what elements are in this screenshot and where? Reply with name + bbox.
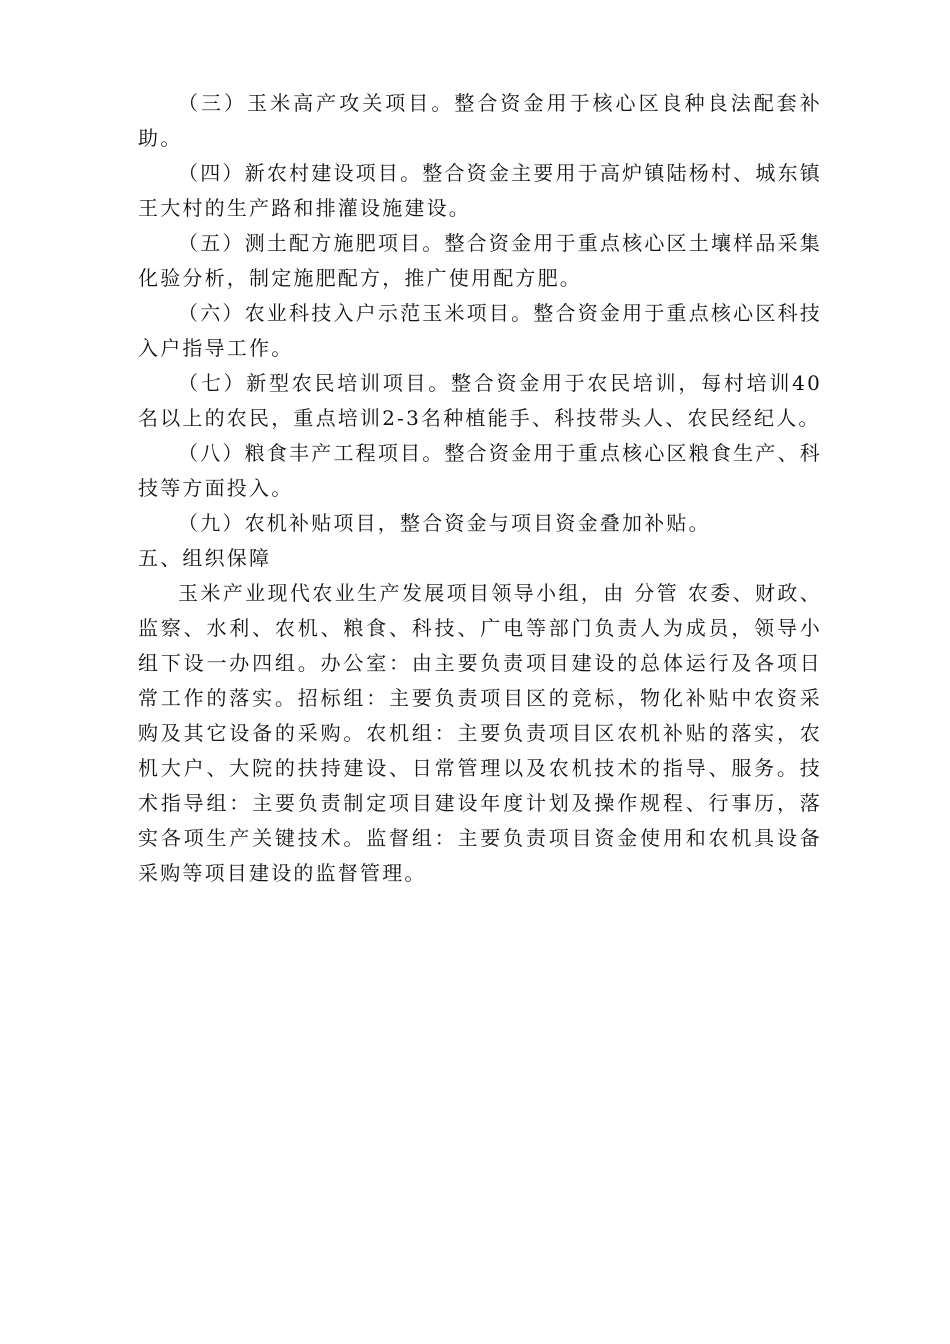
paragraph-tech-household-project: （六）农业科技入户示范玉米项目。整合资金用于重点核心区科技入户指导工作。 [138, 301, 822, 360]
paragraph-farmer-training-project: （七）新型农民培训项目。整合资金用于农民培训，每村培训40名以上的农民，重点培训2-3名种植能手、科技带头人、农民经纪人。 [138, 371, 822, 430]
paragraph-organization: 玉米产业现代农业生产发展项目领导小组，由 分管 农委、财政、监察、水利、农机、粮食、科技、广电等部门负责人为成员，领导小组下设一办四组。办公室：由主要负责项目建设的总体运行及各项日常工作的落实。招标组：主要负责项目区的竞标，物化补贴中农资采购及其它设备的采购。农机组：主要负责项目区农机补贴的落实，农机大户、大院的扶持建设、日常管理以及农机技术的指导、服务。技术指导组：主要负责制定项目建设年度计划及操作规程、行事历，落实各项生产关键技术。监督组：主要负责项目资金使用和农机具设备采购等项目建设的监督管理。 [138, 581, 822, 885]
paragraph-soil-testing-project: （五）测土配方施肥项目。整合资金用于重点核心区土壤样品采集化验分析，制定施肥配方，推广使用配方肥。 [138, 231, 822, 290]
paragraph-grain-project: （八）粮食丰产工程项目。整合资金用于重点核心区粮食生产、科技等方面投入。 [138, 441, 822, 500]
paragraph-machinery-subsidy-project: （九）农机补贴项目，整合资金与项目资金叠加补贴。 [178, 511, 711, 535]
section-heading: 五、组织保障 [138, 546, 272, 570]
paragraph-new-village-project: （四）新农村建设项目。整合资金主要用于高炉镇陆杨村、城东镇王大村的生产路和排灌设施建设。 [138, 161, 822, 220]
document-page [138, 86, 822, 891]
paragraph-corn-yield-project: （三）玉米高产攻关项目。整合资金用于核心区良种良法配套补助。 [138, 91, 822, 150]
